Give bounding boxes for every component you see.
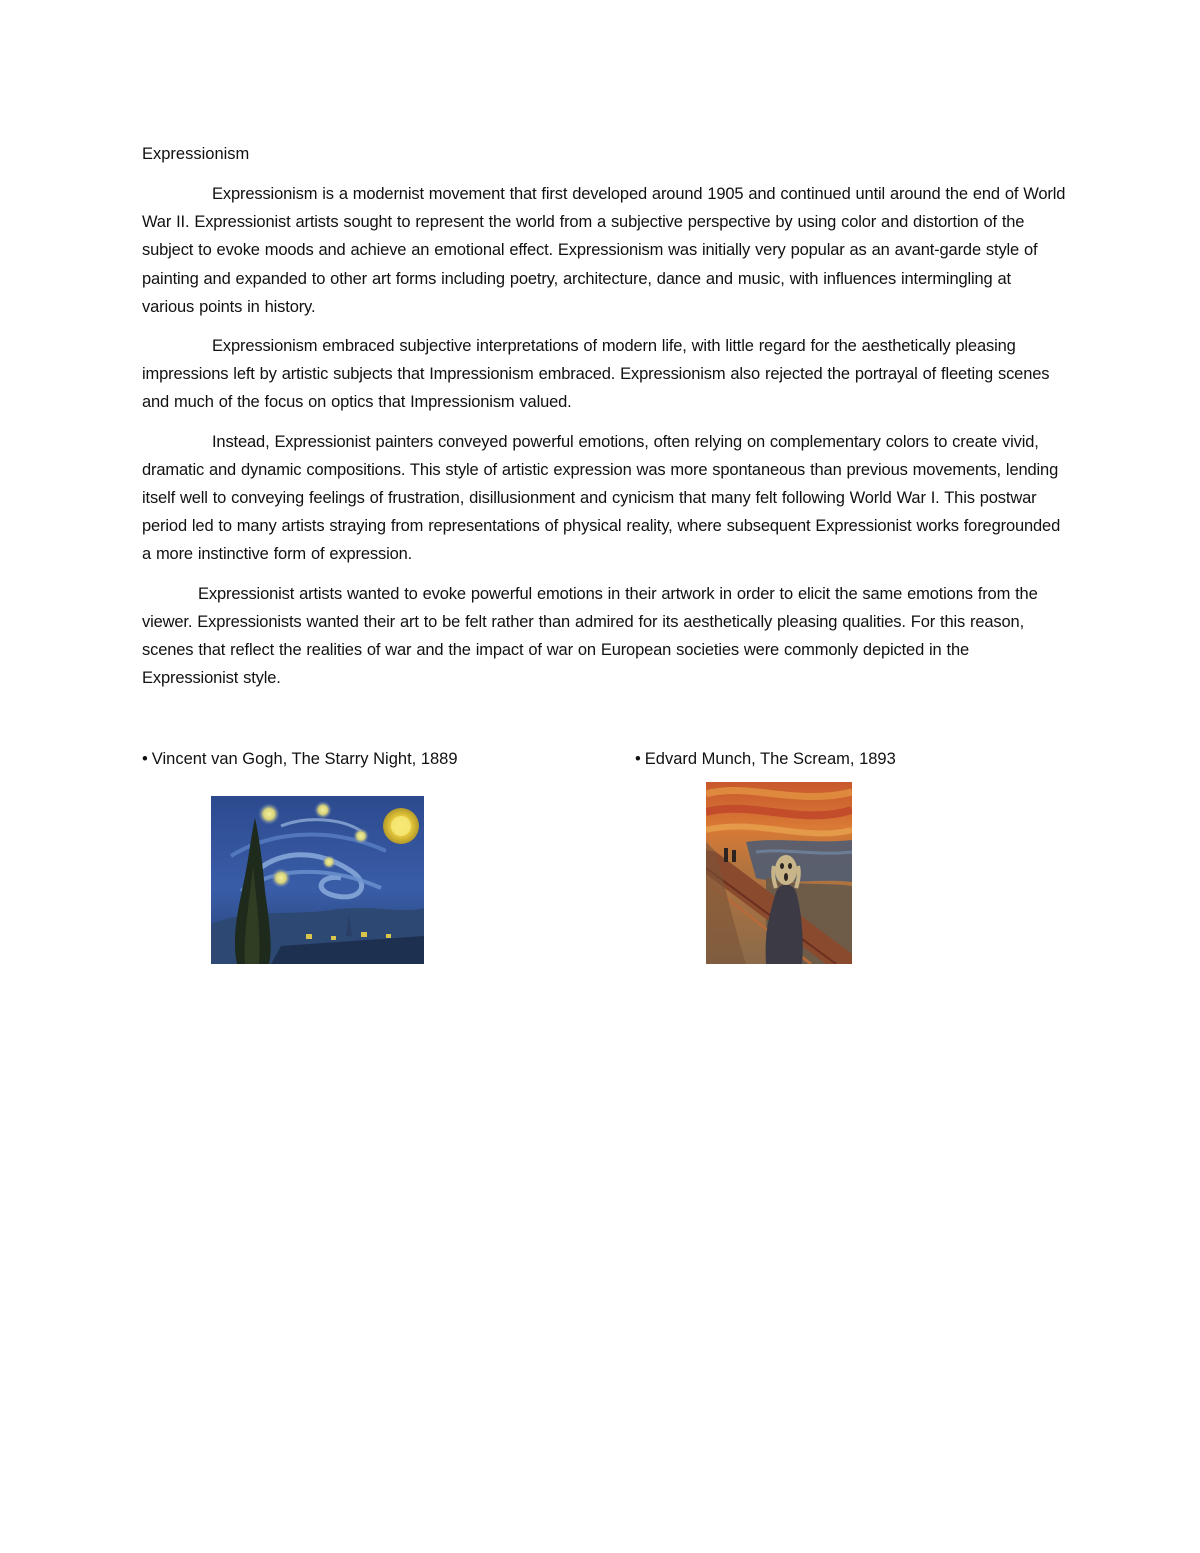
paragraph-2: Expressionism embraced subjective interpretations of modern life, with little regard for the aesthetically pleasing impressions left by artistic subjects that Impressionism embraced. Expressionism also rejected the portrayal of fleeting scenes and much of the focus on optics that Impressionism valued.: [142, 337, 1050, 412]
starry-night-painting: [211, 796, 424, 964]
paragraph-4: Expressionist artists wanted to evoke powerful emotions in their artwork in order to elicit the same emotions from the viewer. Expressionists wanted their art to be felt rather than admired for its aesthetically pleasing qualities. For this reason, scenes that reflect the realities of war and the impact of war on European societies were commonly depicted in the Expressionist style.: [142, 584, 1038, 688]
caption-text: Edvard Munch, The Scream, 1893: [644, 750, 896, 768]
document-title: Expressionism: [142, 145, 250, 163]
figure-caption-starry-night: [142, 748, 458, 770]
document-body: [142, 180, 1068, 703]
the-scream-painting: [706, 782, 852, 964]
caption-text: Vincent van Gogh, The Starry Night, 1889: [151, 750, 458, 768]
paragraph-3: Instead, Expressionist painters conveyed powerful emotions, often relying on complementary colors to create vivid, dramatic and dynamic compositions. This style of artistic expression was more spontaneous than previous movements, lending itself well to conveying feelings of frustration, disillusionment and cynicism that many felt following World War I. This postwar period led to many artists straying from representations of physical reality, where subsequent Expressionist works foregrounded a more instinctive form of expression.: [142, 432, 1061, 564]
bullet-icon: •: [142, 750, 148, 768]
paragraph-1: Expressionism is a modernist movement that first developed around 1905 and continued until around the end of World War II. Expressionist artists sought to represent the world from a subjective perspective by using color and distortion of the subject to evoke moods and achieve an emotional effect. Expressionism was initially very popular as an avant-garde style of painting and expanded to other art forms including poetry, architecture, dance and music, with influences intermingling at various points in history.: [142, 185, 1066, 316]
figure-caption-the-scream: [635, 748, 896, 770]
bullet-icon: •: [635, 750, 641, 768]
